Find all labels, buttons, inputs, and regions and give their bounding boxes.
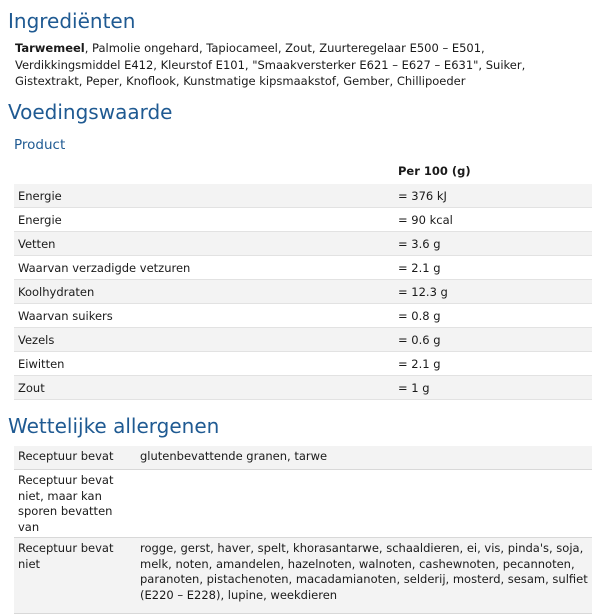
table-row: [14, 256, 592, 280]
allergen-value: glutenbevattende granen, tarwe: [136, 446, 592, 470]
nutrition-header-per100: Per 100 (g): [394, 159, 592, 184]
nutrient-label: Vezels: [14, 328, 394, 352]
nutrient-value: = 1 g: [394, 376, 592, 400]
table-row: [14, 376, 592, 400]
nutrient-value: = 90 kcal: [394, 208, 592, 232]
nutrient-label: Waarvan suikers: [14, 304, 394, 328]
nutrient-label: Vetten: [14, 232, 394, 256]
allergen-value: [136, 470, 592, 538]
nutrient-label: Energie: [14, 184, 394, 208]
table-row: [14, 352, 592, 376]
nutrition-header-label: [14, 159, 394, 184]
ingredients-highlight: Tarwemeel: [15, 41, 85, 55]
nutrient-value: = 2.1 g: [394, 352, 592, 376]
table-row: [14, 280, 592, 304]
nutrient-value: = 2.1 g: [394, 256, 592, 280]
nutrient-value: = 0.6 g: [394, 328, 592, 352]
allergen-label: Receptuur bevat niet, maar kan sporen bevatten van: [14, 470, 136, 538]
table-row: [14, 208, 592, 232]
table-row: [14, 232, 592, 256]
nutrition-header-row: [14, 159, 592, 184]
nutrient-value: = 0.8 g: [394, 304, 592, 328]
allergen-label: Receptuur bevat: [14, 446, 136, 470]
nutrient-label: Waarvan verzadigde vetzuren: [14, 256, 394, 280]
table-row: [14, 470, 592, 538]
table-row: [14, 328, 592, 352]
nutrient-label: Eiwitten: [14, 352, 394, 376]
nutrition-heading: Voedingswaarde: [8, 100, 173, 124]
allergen-value: rogge, gerst, haver, spelt, khorasantarwe, schaaldieren, ei, vis, pinda's, soja, melk, noten, amandelen, hazelnoten, walnoten, cashewnoten, pecannoten, paranoten, pistachenoten, macadamianoten, selderij, mosterd, sesam, sulfiet (E220 – E228), lupine, weekdieren: [136, 538, 592, 614]
allergens-heading: Wettelijke allergenen: [8, 414, 220, 438]
nutrient-value: = 3.6 g: [394, 232, 592, 256]
nutrient-value: = 376 kJ: [394, 184, 592, 208]
table-row: [14, 538, 592, 614]
nutrient-label: Energie: [14, 208, 394, 232]
ingredients-rest: , Palmolie ongehard, Tapiocameel, Zout, Zuurteregelaar E500 – E501, Verdikkingsmiddel E412, Kleurstof E101, "Smaakversterker E621 – E627 – E631", Suiker, Gistextrakt, Peper, Knoflook, Kunstmatige kipsmaakstof, Gember, Chillipoeder: [15, 41, 526, 88]
nutrient-label: Koolhydraten: [14, 280, 394, 304]
table-row: [14, 184, 592, 208]
allergen-label: Receptuur bevat niet: [14, 538, 136, 614]
nutrition-subheading: Product: [14, 137, 66, 153]
table-row: [14, 446, 592, 470]
nutrition-table: [14, 159, 592, 400]
ingredients-heading: Ingrediënten: [8, 9, 136, 33]
allergens-table: [14, 446, 592, 614]
ingredients-list: [15, 40, 593, 90]
nutrient-label: Zout: [14, 376, 394, 400]
table-row: [14, 304, 592, 328]
nutrient-value: = 12.3 g: [394, 280, 592, 304]
